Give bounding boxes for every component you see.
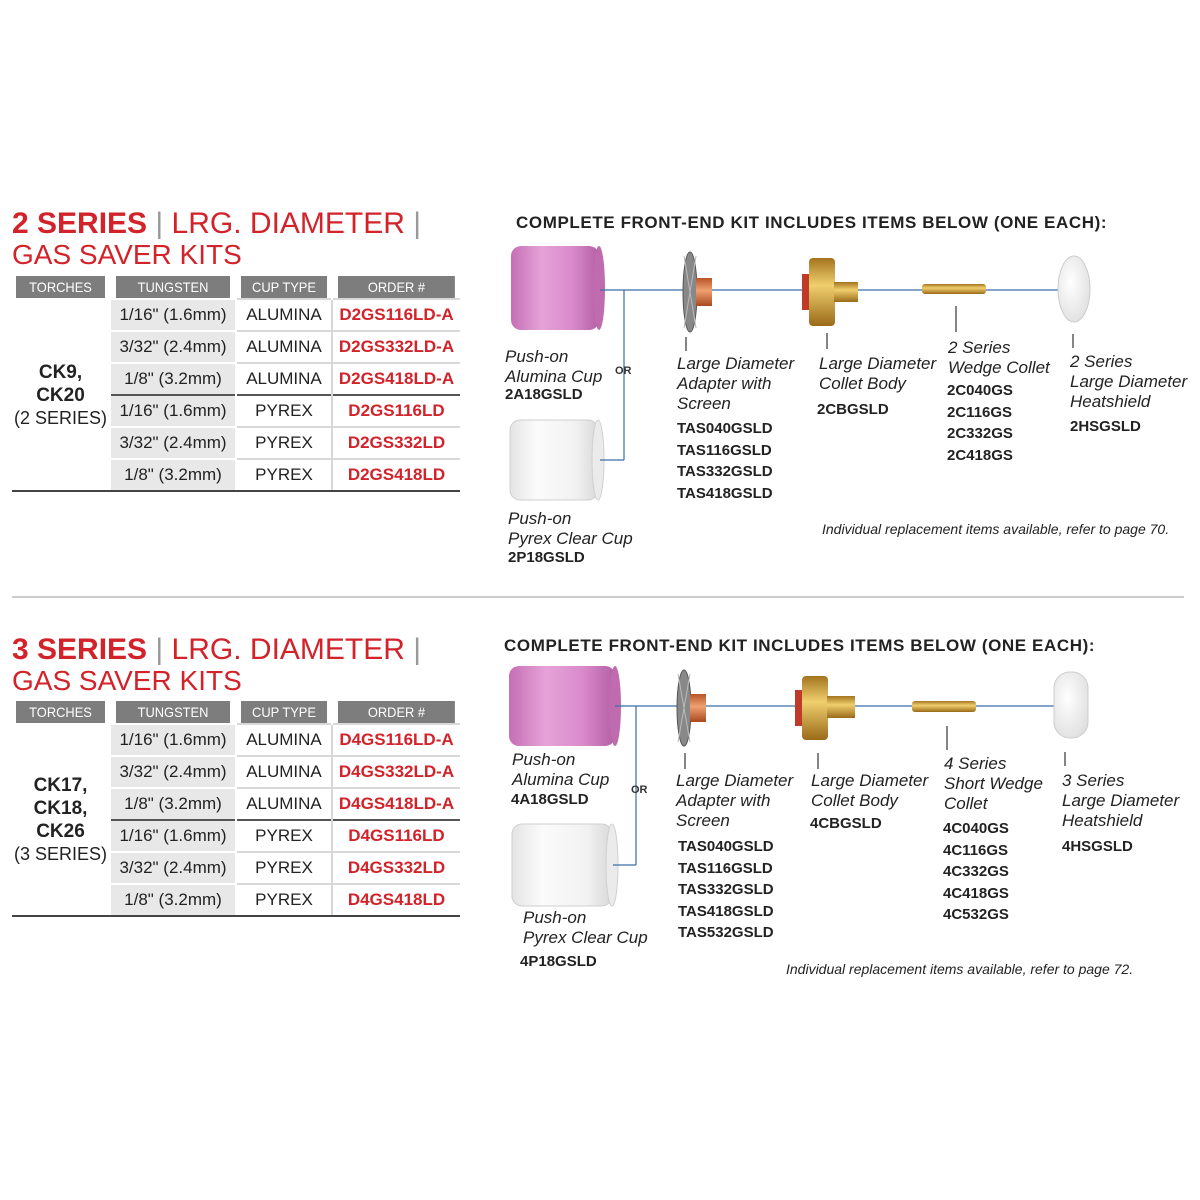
label-line: 3 Series (1062, 771, 1125, 790)
order-number-cell: D2GS116LD-A (332, 299, 460, 331)
series3-adapter-image (677, 670, 706, 746)
cup-type-cell: PYREX (236, 852, 332, 884)
order-number-cell: D2GS418LD-A (332, 363, 460, 395)
label-line: Large Diameter (1062, 791, 1180, 810)
series3-alumina-cup-image (509, 666, 621, 746)
cup-type-cell: PYREX (236, 459, 332, 490)
part-number: TAS116GSLD (678, 859, 773, 877)
part-number: 4C418GS (943, 884, 1009, 902)
label-line: Large Diameter (819, 354, 937, 373)
col-header-torches: TORCHES (16, 276, 106, 299)
label-line: Push-on (512, 750, 576, 769)
part-number: 2C040GS (947, 382, 1013, 399)
col-header-tungsten: TUNGSTEN (115, 701, 231, 724)
series2-adapter-label (677, 354, 794, 414)
label-line: Screen (676, 811, 730, 830)
series3-title-line2: GAS SAVER KITS (12, 665, 242, 696)
series2-heatshield-image (1058, 256, 1090, 322)
title-separator: | (155, 633, 164, 666)
part-number: 2C332GS (947, 425, 1013, 442)
col-header-torches: TORCHES (16, 701, 106, 724)
tungsten-cell: 1/16" (1.6mm) (110, 724, 236, 756)
series3-heatshield-part-number: 4HSGSLD (1062, 838, 1133, 855)
label-line: Collet Body (811, 791, 898, 810)
series2-collet-body-part-number: 2CBGSLD (817, 401, 889, 418)
label-line: 2 Series (948, 338, 1011, 357)
torch-series: (3 SERIES) (13, 844, 108, 864)
title-separator: | (413, 207, 422, 240)
tungsten-cell: 3/32" (2.4mm) (110, 852, 236, 884)
label-line: Adapter with (677, 374, 772, 393)
series3-heatshield-label (1062, 771, 1179, 831)
series3-heatshield-image (1054, 672, 1088, 738)
part-number: TAS116GSLD (677, 441, 772, 459)
label-line: Push-on (523, 908, 587, 927)
label-line: Large Diameter (1070, 372, 1188, 391)
series2-title-lrg: LRG. DIAMETER (171, 207, 405, 240)
title-separator: | (413, 633, 422, 666)
label-line: Large Diameter (811, 771, 929, 790)
order-number-cell: D2GS332LD (332, 427, 460, 459)
tungsten-cell: 1/8" (3.2mm) (110, 788, 236, 820)
series3-collet-body-part-number: 4CBGSLD (810, 815, 882, 832)
torch-name: CK17, (33, 775, 88, 796)
order-number-cell: D2GS418LD (332, 459, 460, 490)
series2-title-series: 2 SERIES (12, 207, 148, 240)
label-line: Alumina Cup (512, 770, 610, 789)
label-line: Wedge Collet (948, 358, 1050, 377)
tungsten-cell: 1/16" (1.6mm) (110, 820, 236, 852)
series3-alumina-cup-part-number: 4A18GSLD (511, 791, 589, 808)
series2-collet-body-image (802, 258, 858, 326)
cup-type-cell: ALUMINA (236, 724, 332, 756)
col-header-cup-type: CUP TYPE (240, 701, 328, 724)
label-line: Pyrex Clear Cup (508, 529, 633, 548)
label-line: Large Diameter (676, 771, 794, 790)
cup-type-cell: ALUMINA (236, 363, 332, 395)
label-line: Adapter with (676, 791, 771, 810)
part-number: TAS418GSLD (678, 902, 774, 920)
series2-pyrex-cup-part-number: 2P18GSLD (508, 549, 585, 566)
cup-type-cell: PYREX (236, 427, 332, 459)
series3-pyrex-cup-part-number: 4P18GSLD (520, 953, 597, 970)
series3-adapter-part-numbers (678, 836, 774, 944)
part-number: 4C332GS (943, 863, 1009, 880)
series2-or-label: OR (615, 365, 632, 377)
label-line: 4 Series (944, 754, 1007, 773)
label-line: Push-on (505, 347, 569, 366)
torch-series: (2 SERIES) (13, 407, 108, 428)
order-number-cell: D4GS418LD-A (332, 788, 460, 820)
cup-type-cell: ALUMINA (236, 299, 332, 331)
tungsten-cell: 1/16" (1.6mm) (110, 299, 236, 331)
series2-alumina-cup-image (511, 246, 605, 330)
cup-type-cell: PYREX (236, 884, 332, 915)
part-number: TAS332GSLD (677, 463, 773, 480)
tungsten-cell: 1/8" (3.2mm) (110, 459, 236, 490)
part-number: 2C116GS (947, 403, 1013, 421)
tungsten-cell: 1/8" (3.2mm) (110, 363, 236, 395)
label-line: Push-on (508, 509, 572, 528)
order-number-cell: D2GS116LD (332, 395, 460, 427)
series3-pyrex-cup-image (512, 824, 618, 906)
series3-replacement-note: Individual replacement items available, refer to page 72. (786, 961, 1134, 977)
series2-alumina-cup-label (505, 347, 602, 387)
series3-collet-image (912, 701, 976, 712)
series3-collet-body-label (811, 771, 928, 811)
part-number: 4C532GS (943, 906, 1009, 923)
tungsten-cell: 3/32" (2.4mm) (110, 427, 236, 459)
series2-alumina-cup-part-number: 2A18GSLD (505, 386, 583, 403)
series2-collet-label (948, 338, 1050, 378)
series3-title-series: 3 SERIES (12, 633, 148, 666)
torch-name: CK20 (36, 384, 85, 406)
part-number: TAS532GSLD (678, 924, 774, 941)
series3-collet-label (944, 754, 1043, 814)
col-header-order: ORDER # (337, 701, 455, 724)
col-header-tungsten: TUNGSTEN (115, 276, 231, 299)
part-number: TAS040GSLD (678, 838, 774, 855)
label-line: Large Diameter (677, 354, 795, 373)
label-line: Collet (944, 794, 988, 813)
cup-type-cell: ALUMINA (236, 788, 332, 820)
series2-adapter-part-numbers (677, 418, 773, 504)
label-line: 2 Series (1070, 352, 1133, 371)
series2-collet-image (922, 284, 986, 294)
series2-collet-body-label (819, 354, 936, 394)
label-line: Heatshield (1070, 392, 1151, 411)
series2-adapter-image (683, 252, 712, 332)
series2-kit-heading: COMPLETE FRONT-END KIT INCLUDES ITEMS BELOW (ONE EACH): (516, 213, 1108, 232)
part-number: 2C418GS (947, 446, 1013, 464)
part-number: 4C040GS (943, 820, 1009, 837)
tungsten-cell: 1/8" (3.2mm) (110, 884, 236, 915)
order-number-cell: D4GS418LD (332, 884, 460, 915)
order-number-cell: D4GS116LD-A (332, 724, 460, 756)
cup-type-cell: PYREX (236, 395, 332, 427)
series3-collet-part-numbers (943, 818, 1009, 926)
order-number-cell: D4GS116LD (332, 820, 460, 852)
label-line: Collet Body (819, 374, 906, 393)
part-number: TAS040GSLD (677, 420, 773, 437)
tungsten-cell: 3/32" (2.4mm) (110, 756, 236, 788)
series2-replacement-note: Individual replacement items available, refer to page 70. (822, 521, 1170, 537)
series2-heatshield-part-number: 2HSGSLD (1070, 418, 1141, 435)
tungsten-cell: 3/32" (2.4mm) (110, 331, 236, 363)
series2-pyrex-cup-image (510, 420, 604, 500)
title-separator: | (155, 207, 164, 240)
label-line: Heatshield (1062, 811, 1143, 830)
col-header-order: ORDER # (337, 276, 455, 299)
label-line: Pyrex Clear Cup (523, 928, 648, 947)
cup-type-cell: PYREX (236, 820, 332, 852)
series2-pyrex-cup-label (508, 509, 633, 549)
tungsten-cell: 1/16" (1.6mm) (110, 395, 236, 427)
order-number-cell: D4GS332LD-A (332, 756, 460, 788)
series3-adapter-label (676, 771, 793, 831)
series3-alumina-cup-label (512, 750, 609, 790)
torch-name: CK18, (33, 798, 88, 819)
cup-type-cell: ALUMINA (236, 756, 332, 788)
label-line: Short Wedge (944, 774, 1043, 793)
series3-collet-body-image (795, 676, 855, 740)
part-number: TAS418GSLD (677, 484, 773, 502)
torch-name: CK9, (38, 361, 83, 383)
label-line: Screen (677, 394, 731, 413)
label-line: Alumina Cup (505, 367, 603, 386)
series2-collet-part-numbers (947, 380, 1013, 466)
series2-heatshield-label (1070, 352, 1187, 412)
col-header-cup-type: CUP TYPE (240, 276, 328, 299)
series3-title-lrg: LRG. DIAMETER (171, 633, 405, 666)
order-number-cell: D2GS332LD-A (332, 331, 460, 363)
torch-name: CK26 (36, 821, 85, 842)
part-number: 4C116GS (943, 841, 1009, 859)
cup-type-cell: ALUMINA (236, 331, 332, 363)
part-number: TAS332GSLD (678, 881, 774, 898)
order-number-cell: D4GS332LD (332, 852, 460, 884)
series3-or-label: OR (631, 784, 648, 796)
series3-kit-heading: COMPLETE FRONT-END KIT INCLUDES ITEMS BELOW (ONE EACH): (504, 636, 1096, 655)
series2-title-line2: GAS SAVER KITS (12, 239, 242, 270)
series3-pyrex-cup-label (523, 908, 648, 948)
